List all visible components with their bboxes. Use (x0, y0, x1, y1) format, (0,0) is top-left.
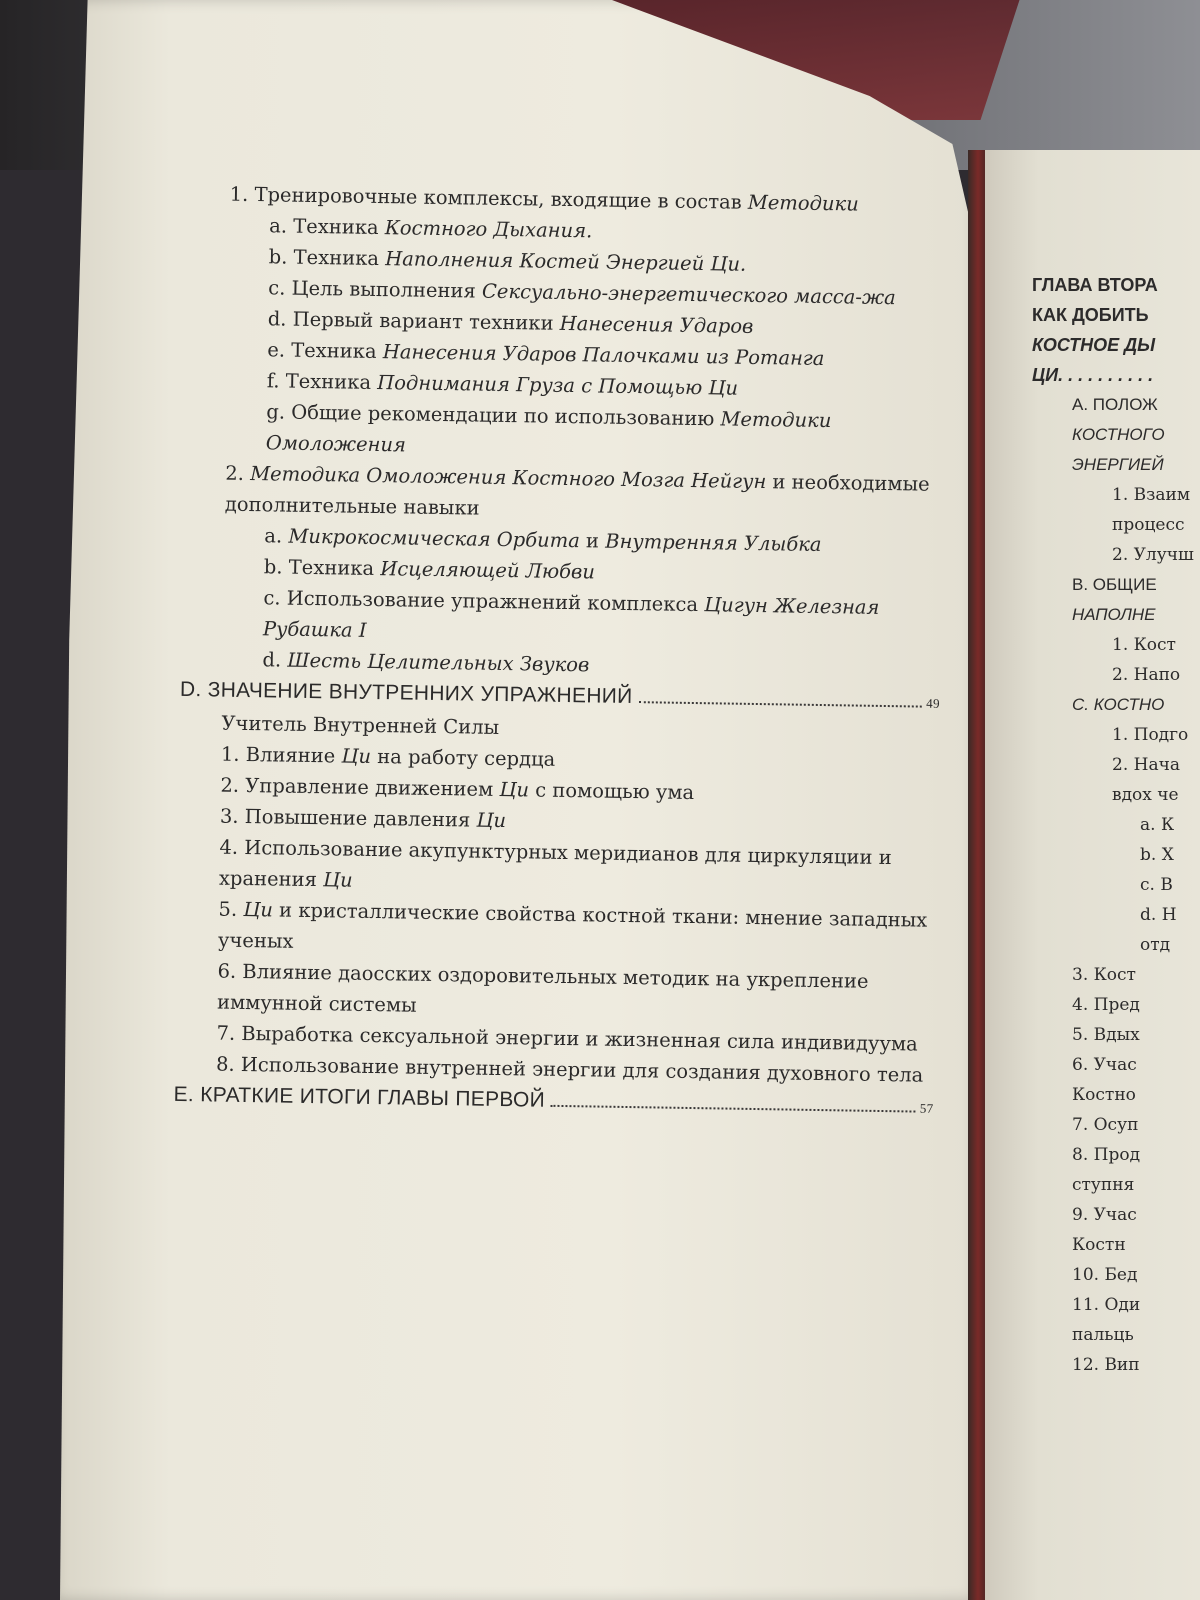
entry-text-segment: e. Техника (267, 338, 383, 364)
right-toc-line: КАК ДОБИТЬ (1032, 305, 1149, 325)
entry-text-segment: Нанесения Ударов Палочками из Ротанга (382, 340, 825, 371)
entry-text-segment: и кристаллические свойства костной ткани: мнение западных ученых (217, 898, 928, 953)
entry-text-segment: a. (264, 524, 289, 548)
entry-text-segment: Костного Дыхания. (384, 216, 593, 243)
section-e-title: E. КРАТКИЕ ИТОГИ ГЛАВЫ ПЕРВОЙ (173, 1082, 546, 1112)
right-toc-line: 3. Кост (1072, 965, 1136, 985)
right-toc-line: вдох че (1112, 785, 1179, 805)
right-toc-line: a. К (1140, 815, 1175, 835)
right-toc-line: 1. Взаим (1112, 485, 1191, 505)
right-toc-line: B. ОБЩИЕ (1072, 575, 1157, 594)
entry-text-segment: Ци (499, 777, 530, 802)
entry-text-segment: и необходимые дополнительные навыки (224, 470, 930, 520)
entry-text-segment: f. Техника (266, 369, 378, 394)
right-toc-line: КОСТНОЕ ДЫ (1032, 335, 1156, 355)
right-toc-line: 9. Учас (1072, 1205, 1137, 1225)
entry-text-segment: Учитель Внутренней Силы (221, 711, 500, 739)
right-toc-line: отд (1140, 935, 1171, 955)
entry-text-segment: 6. Влияние даосских оздоровительных методик на укрепление иммунной системы (216, 959, 869, 1017)
right-toc-line: КОСТНОГО (1072, 425, 1165, 444)
right-toc-line: НАПОЛНЕ (1072, 605, 1156, 624)
right-toc-line: пальць (1072, 1325, 1134, 1345)
entry-text-segment: Внутренняя Улыбка (605, 529, 822, 556)
section-d-title: D. ЗНАЧЕНИЕ ВНУТРЕННИХ УПРАЖНЕНИЙ (179, 677, 633, 709)
right-toc-line: процесс (1112, 515, 1185, 535)
entry-text-segment: Цигун Железная Рубашка I (262, 593, 880, 642)
right-toc-line: Костно (1072, 1085, 1136, 1105)
right-toc-line: ЭНЕРГИЕЙ (1072, 455, 1164, 474)
entry-text-segment: Методика Омоложения Костного Мозга Нейгун (249, 462, 767, 494)
dot-leader (551, 1104, 916, 1113)
table-of-contents-right (1032, 270, 1200, 1380)
right-toc-line: A. ПОЛОЖ (1072, 395, 1158, 414)
right-toc-line: 4. Пред (1072, 995, 1140, 1015)
entry-text-segment: Наполнения Костей Энергией Ци. (385, 247, 747, 276)
entry-text-segment: Ци (341, 744, 372, 768)
right-toc-line: 1. Подго (1112, 725, 1189, 745)
right-toc-line: 11. Оди (1072, 1295, 1141, 1315)
entry-text-segment: 3. Повышение давления (219, 804, 477, 832)
right-toc-line: 8. Прод (1072, 1145, 1141, 1165)
entry-text-segment: Исцеляющей Любви (380, 557, 596, 584)
right-toc-line: 2. Улучш (1112, 545, 1194, 565)
entry-text-segment: 5. (218, 897, 244, 921)
entry-text-segment: b. Техника (263, 555, 381, 581)
entry-text-segment: 1. Тренировочные комплексы, входящие в состав (229, 182, 749, 214)
right-toc-line: 7. Осуп (1072, 1115, 1139, 1135)
entry-text-segment: g. Общие рекомендации по использованию (266, 400, 721, 431)
right-toc-line: ступня (1072, 1175, 1135, 1195)
entry-text-segment: с помощью ума (528, 778, 695, 805)
entry-text-segment: 2. (225, 461, 251, 486)
section-e-page: 57 (919, 1100, 934, 1116)
right-toc-line: Костн (1072, 1235, 1126, 1255)
right-toc-line: 12. Вип (1072, 1355, 1140, 1375)
entry-text-segment: Методики Омоложения (265, 407, 832, 457)
right-toc-line: 10. Бед (1072, 1265, 1138, 1285)
entry-text-segment: d. Первый вариант техники (267, 307, 560, 335)
dot-leader (638, 700, 922, 707)
right-toc-line: 1. Кост (1112, 635, 1176, 655)
entry-text-segment: Поднимания Груза с Помощью Ци (377, 370, 739, 400)
right-toc-line: C. КОСТНО (1072, 695, 1165, 714)
entry-text-segment: d. (262, 648, 288, 672)
toc-entries (180, 178, 948, 686)
right-toc-line: b. Х (1140, 845, 1174, 865)
entry-text-segment: на работу сердца (370, 744, 556, 771)
entry-text-segment: Ци (243, 897, 274, 922)
right-toc-line: ГЛАВА ВТОРА (1032, 275, 1158, 295)
entry-text-segment: Ци (322, 868, 353, 892)
toc-section-d-items (174, 707, 940, 1091)
entry-text-segment: 1. Влияние (220, 742, 342, 768)
right-toc-line: ЦИ. . . . . . . . . . (1032, 365, 1154, 385)
entry-text-segment: Методики (747, 190, 859, 216)
right-toc-line: 2. Нача (1112, 755, 1180, 775)
entry-text-segment: Нанесения Ударов (559, 311, 754, 338)
entry-text-segment: Шесть Целительных Звуков (287, 648, 590, 677)
entry-text-segment: b. Техника (268, 245, 386, 271)
right-toc-line: d. Н (1140, 905, 1177, 925)
entry-text-segment: 2. Управление движением (220, 773, 500, 801)
entry-text-segment: Ци (476, 808, 507, 833)
entry-text-segment: Микрокосмическая Орбита (288, 524, 581, 553)
entry-text-segment: 8. Использование внутренней энергии для создания духовного тела (215, 1052, 924, 1087)
right-toc-line: c. В (1140, 875, 1173, 895)
table-of-contents-left (173, 178, 948, 1124)
entry-text-segment: c. Использование упражнений комплекса (263, 586, 705, 617)
section-d-page: 49 (926, 695, 940, 711)
entry-text-segment: a. Техника (269, 214, 386, 240)
entry-text-segment: Сексуально-энергетического масса-жа (481, 279, 896, 310)
entry-text-segment: 4. Использование акупунктурных меридианов для циркуляции и хранения (218, 835, 892, 892)
right-toc-line: 5. Вдых (1072, 1025, 1140, 1045)
right-toc-line: 2. Напо (1112, 665, 1181, 685)
entry-text-segment: и (579, 529, 606, 553)
right-toc-line: 6. Учас (1072, 1055, 1137, 1075)
entry-text-segment: c. Цель выполнения (268, 276, 483, 303)
entry-text-segment: 7. Выработка сексуальной энергии и жизненная сила индивидуума (216, 1021, 918, 1056)
